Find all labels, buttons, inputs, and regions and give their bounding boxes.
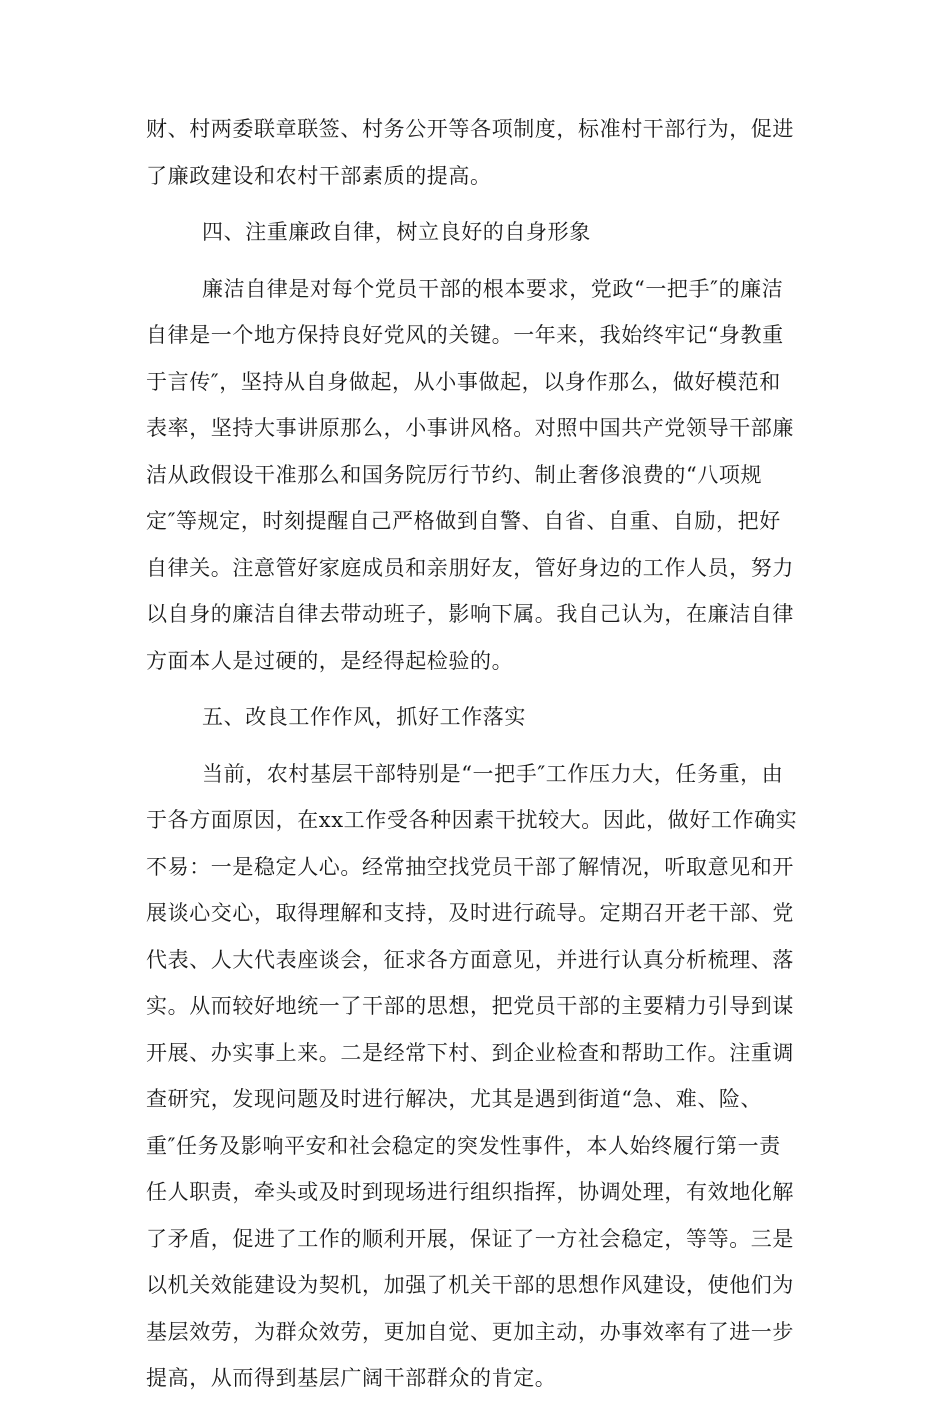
document-page — [146, 106, 806, 1402]
text-line: 代表、人大代表座谈会，征求各方面意见，并进行认真分析梳理、落 — [146, 947, 794, 972]
text-line: 自律是一个地方保持良好党风的关键。一年来，我始终牢记“身教重 — [146, 323, 784, 347]
heading-line: 五、改良工作作风，抓好工作落实 — [202, 705, 526, 729]
text-line: 实。从而较好地统一了干部的思想，把党员干部的主要精力引导到谋 — [146, 994, 794, 1018]
text-line: 基层效劳，为群众效劳，更加自觉、更加主动，办事效率有了进一步 — [146, 1319, 794, 1344]
text-line: 定″等规定，时刻提醒自己严格做到自警、自省、自重、自励，把好 — [146, 509, 781, 533]
text-line: 于言传″，坚持从自身做起，从小事做起，以身作那么，做好模范和 — [146, 369, 781, 394]
section-heading-5 — [146, 694, 806, 741]
text-line: 开展、办实事上来。二是经常下村、到企业检查和帮助工作。注重调 — [146, 1040, 794, 1065]
heading-line: 四、注重廉政自律，树立良好的自身形象 — [202, 220, 591, 244]
text-line: 了廉政建设和农村干部素质的提高。 — [146, 163, 492, 188]
text-line: 廉洁自律是对每个党员干部的根本要求，党政“一把手″的廉洁 — [202, 276, 784, 301]
text-line: 展谈心交心，取得理解和支持，及时进行疏导。定期召开老干部、党 — [146, 901, 794, 925]
text-line: 表率，坚持大事讲原那么，小事讲风格。对照中国共产党领导干部廉 — [146, 416, 794, 440]
text-line: 当前，农村基层干部特别是“一把手″工作压力大，任务重，由 — [202, 761, 784, 786]
text-line: 任人职责，牵头或及时到现场进行组织指挥，协调处理，有效地化解 — [146, 1180, 794, 1204]
text-line: 洁从政假设干准那么和国务院厉行节约、制止奢侈浪费的“八项规 — [146, 462, 763, 487]
text-line: 方面本人是过硬的，是经得起检验的。 — [146, 648, 514, 673]
section-heading-4 — [146, 209, 806, 256]
paragraph-section-4 — [146, 266, 806, 685]
text-line: 不易：一是稳定人心。经常抽空找党员干部了解情况，听取意见和开 — [146, 854, 794, 879]
text-line: 财、村两委联章联签、村务公开等各项制度，标准村干部行为，促进 — [146, 117, 794, 141]
text-line: 了矛盾，促进了工作的顺利开展，保证了一方社会稳定，等等。三是 — [146, 1226, 794, 1251]
text-line: 于各方面原因，在xx工作受各种因素干扰较大。因此，做好工作确实 — [146, 808, 798, 832]
paragraph-intro-tail — [146, 106, 806, 199]
paragraph-section-5 — [146, 751, 806, 1402]
text-line: 提高，从而得到基层广阔干部群众的肯定。 — [146, 1366, 557, 1390]
text-line: 查研究，发现问题及时进行解决，尤其是遇到街道“急、难、险、 — [146, 1087, 763, 1111]
text-line: 以机关效能建设为契机，加强了机关干部的思想作风建设，使他们为 — [146, 1273, 794, 1297]
text-line: 以自身的廉洁自律去带动班子，影响下属。我自己认为，在廉洁自律 — [146, 602, 794, 626]
text-line: 自律关。注意管好家庭成员和亲朋好友，管好身边的工作人员，努力 — [146, 555, 794, 580]
text-line: 重″任务及影响平安和社会稳定的突发性事件，本人始终履行第一责 — [146, 1133, 781, 1158]
